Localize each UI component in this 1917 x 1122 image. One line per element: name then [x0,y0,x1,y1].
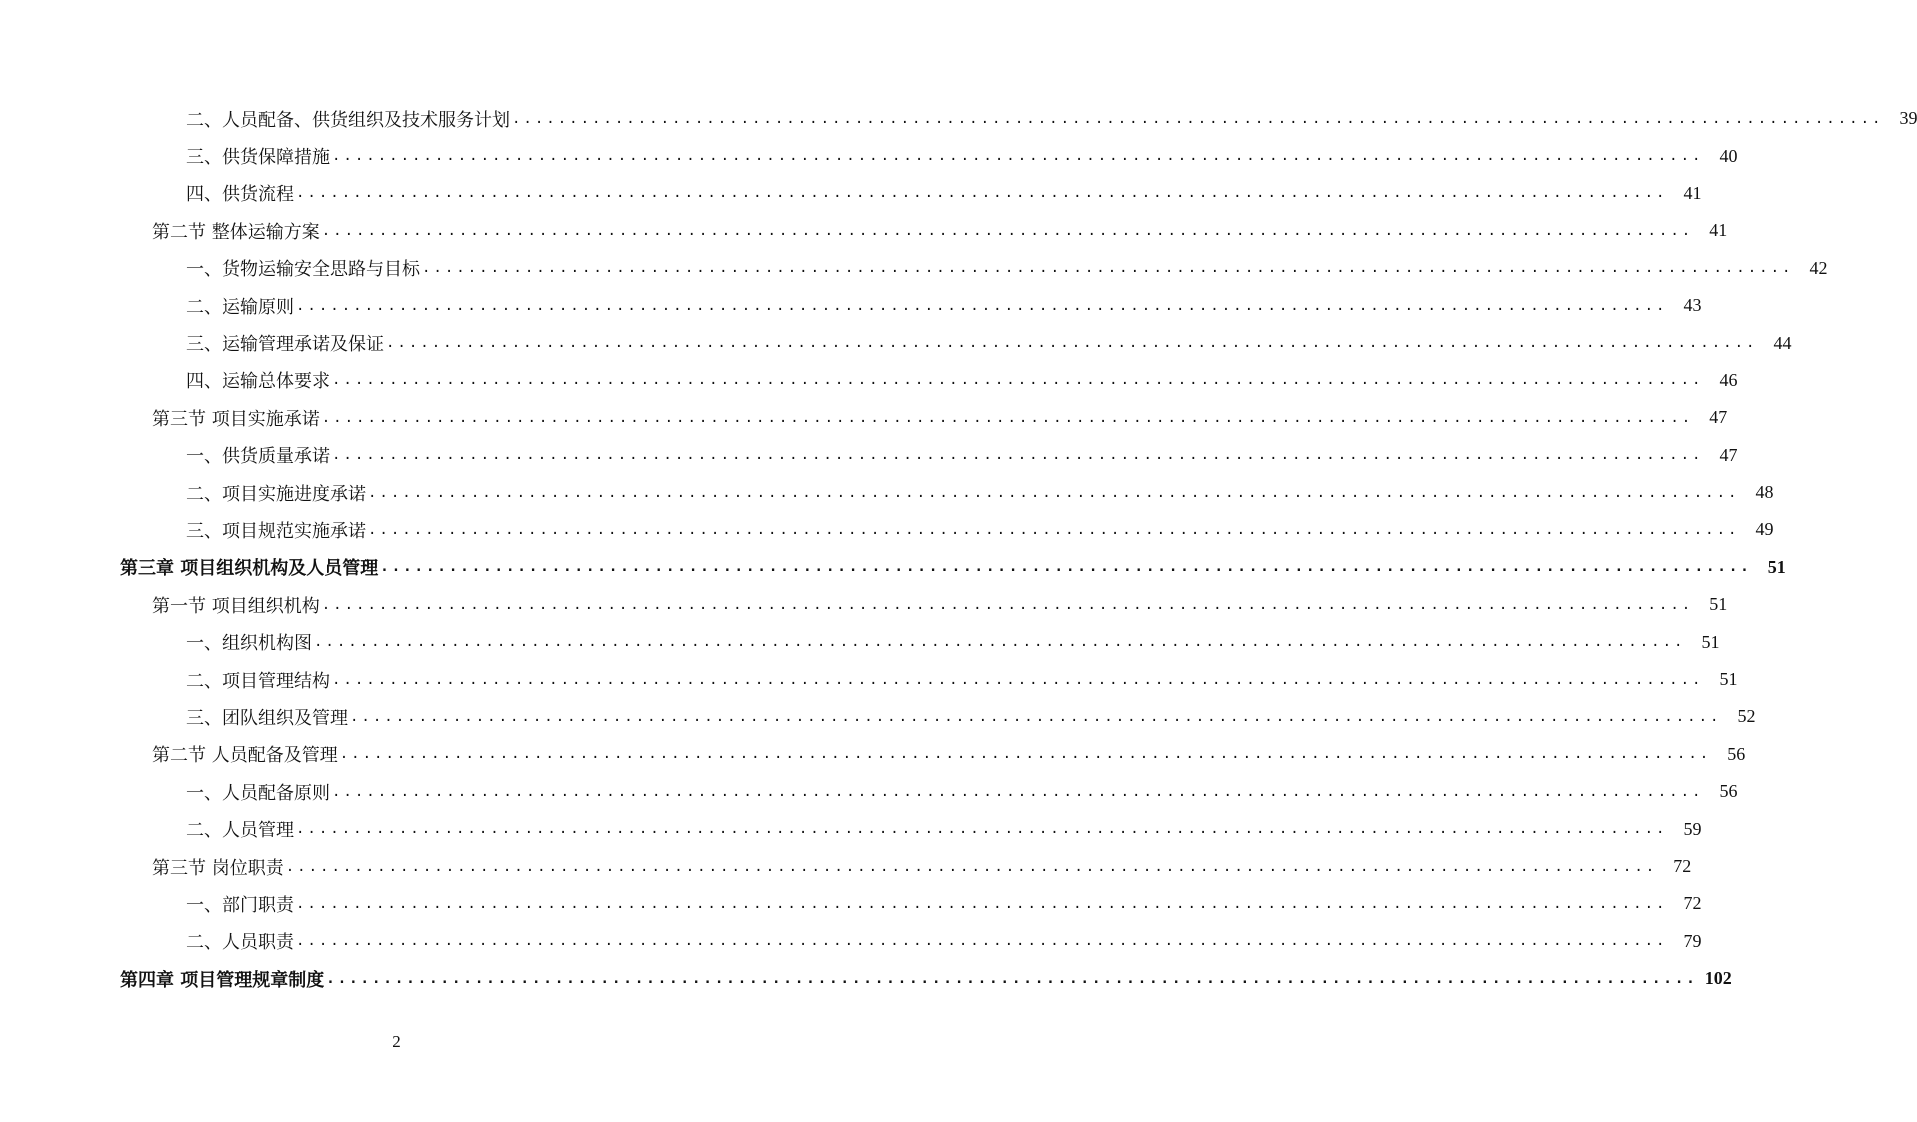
toc-leader-dots: ........................................................................................................................ [332,372,1704,389]
toc-entry-title: 四、运输总体要求 [186,367,332,393]
toc-entry-title: 第二节 整体运输方案 [152,218,322,244]
table-of-contents [0,100,1917,997]
toc-entry-page: 41 [1683,182,1702,203]
toc-entry-page: 51 [1719,669,1738,690]
toc-entry-page: 56 [1719,781,1738,802]
toc-entry-title: 三、运输管理承诺及保证 [186,330,386,356]
toc-entry-page: 51 [1767,556,1786,577]
toc-entry-title: 一、组织机构图 [186,629,314,655]
toc-entry-title: 二、运输原则 [186,293,296,319]
toc-leader-dots: ........................................................................................................................ [321,596,1694,613]
toc-entry-page: 51 [1709,594,1728,615]
toc-leader-dots: ........................................................................................................................ [296,895,1668,912]
toc-entry-title: 四、供货流程 [186,180,296,206]
toc-entry[interactable] [0,212,1728,249]
toc-leader-dots: ........................................................................................................................ [422,260,1794,277]
toc-entry-page: 49 [1755,519,1774,540]
toc-entry-title: 第四章 项目管理规章制度 [120,966,326,992]
toc-entry-page: 48 [1755,482,1774,503]
toc-leader-dots: ........................................................................................................................ [321,409,1694,426]
toc-leader-dots: ........................................................................................................................ [332,783,1704,800]
toc-entry[interactable] [0,623,1720,660]
toc-leader-dots: ........................................................................................................................ [332,671,1704,688]
toc-entry-page: 56 [1727,743,1746,764]
toc-entry[interactable] [0,810,1702,847]
toc-entry-page: 51 [1701,631,1720,652]
toc-entry-page: 72 [1673,856,1692,876]
toc-leader-dots: ........................................................................................................................ [339,746,1712,763]
toc-entry-title: 三、供货保障措施 [186,143,332,169]
toc-entry-title: 二、项目实施进度承诺 [186,480,368,506]
toc-leader-dots: ........................................................................................................................ [512,110,1884,127]
toc-entry-title: 一、供货质量承诺 [186,442,332,468]
toc-entry-page: 42 [1809,257,1828,278]
toc-entry[interactable] [0,848,1692,885]
toc-leader-dots: ........................................................................................................................ [321,222,1694,239]
toc-entry[interactable] [0,137,1738,174]
toc-entry-page: 39 [1899,108,1917,129]
toc-leader-dots: ........................................................................................................................ [368,484,1740,501]
toc-entry-title: 第三节 岗位职责 [152,854,286,880]
toc-leader-dots: ........................................................................................................................ [296,297,1668,314]
toc-leader-dots: ........................................................................................................................ [332,447,1704,464]
toc-entry[interactable] [0,661,1738,698]
toc-entry-title: 第三节 项目实施承诺 [152,405,322,431]
toc-entry-page: 41 [1709,220,1728,241]
toc-leader-dots: ........................................................................................................................ [314,634,1686,651]
toc-entry-page: 46 [1719,369,1738,390]
toc-entry[interactable] [0,773,1738,810]
toc-entry-page: 40 [1719,145,1738,166]
toc-entry-title: 三、项目规范实施承诺 [186,517,368,543]
toc-entry-title: 一、货物运输安全思路与目标 [186,255,422,281]
toc-leader-dots: ........................................................................................................................ [350,708,1722,725]
toc-entry[interactable] [0,362,1738,399]
toc-entry[interactable] [0,287,1702,324]
toc-entry[interactable] [0,511,1774,548]
toc-entry-page: 79 [1683,930,1702,951]
toc-entry[interactable] [0,175,1702,212]
toc-entry-page: 52 [1737,706,1756,727]
toc-entry-title: 第三章 项目组织机构及人员管理 [120,554,380,580]
toc-entry-title: 三、团队组织及管理 [186,704,350,730]
toc-entry[interactable] [0,100,1917,137]
toc-entry-title: 一、部门职责 [186,891,296,917]
toc-entry-title: 二、人员配备、供货组织及技术服务计划 [186,106,512,132]
toc-entry[interactable] [0,885,1702,922]
page-number: 2 [392,1032,401,1051]
toc-entry-page: 44 [1773,332,1792,353]
toc-entry-page: 47 [1709,407,1728,428]
toc-leader-dots: ........................................................................................................................ [296,821,1668,838]
toc-entry[interactable] [0,960,1732,997]
toc-entry-page: 72 [1683,893,1702,914]
toc-entry[interactable] [0,474,1774,511]
toc-leader-dots: ........................................................................................................................ [368,521,1740,538]
toc-entry-page: 43 [1683,295,1702,316]
toc-entry[interactable] [0,549,1786,586]
toc-entry[interactable] [0,923,1702,960]
toc-entry-page: 59 [1683,818,1702,839]
toc-entry-title: 一、人员配备原则 [186,779,332,805]
toc-entry-title: 二、人员管理 [186,816,296,842]
toc-entry-title: 二、人员职责 [186,928,296,954]
toc-leader-dots: ........................................................................................................................ [332,148,1704,165]
toc-leader-dots: ........................................................................................................................ [380,559,1752,576]
toc-entry[interactable] [0,324,1792,361]
toc-leader-dots: ........................................................................................................................ [296,185,1668,202]
toc-entry-page: 47 [1719,444,1738,465]
toc-leader-dots: ........................................................................................................................ [386,335,1758,352]
toc-entry[interactable] [0,736,1746,773]
toc-leader-dots: ........................................................................................................................ [326,970,1698,987]
toc-leader-dots: ........................................................................................................................ [296,933,1668,950]
toc-entry[interactable] [0,586,1728,623]
toc-entry[interactable] [0,437,1738,474]
toc-entry-title: 第一节 项目组织机构 [152,592,322,618]
toc-entry[interactable] [0,698,1756,735]
toc-entry-title: 第二节 人员配备及管理 [152,741,340,767]
toc-entry[interactable] [0,399,1728,436]
toc-entry-page: 102 [1704,968,1732,989]
toc-leader-dots: ........................................................................................................................ [285,858,1658,875]
toc-entry-title: 二、项目管理结构 [186,667,332,693]
toc-entry[interactable] [0,250,1828,287]
